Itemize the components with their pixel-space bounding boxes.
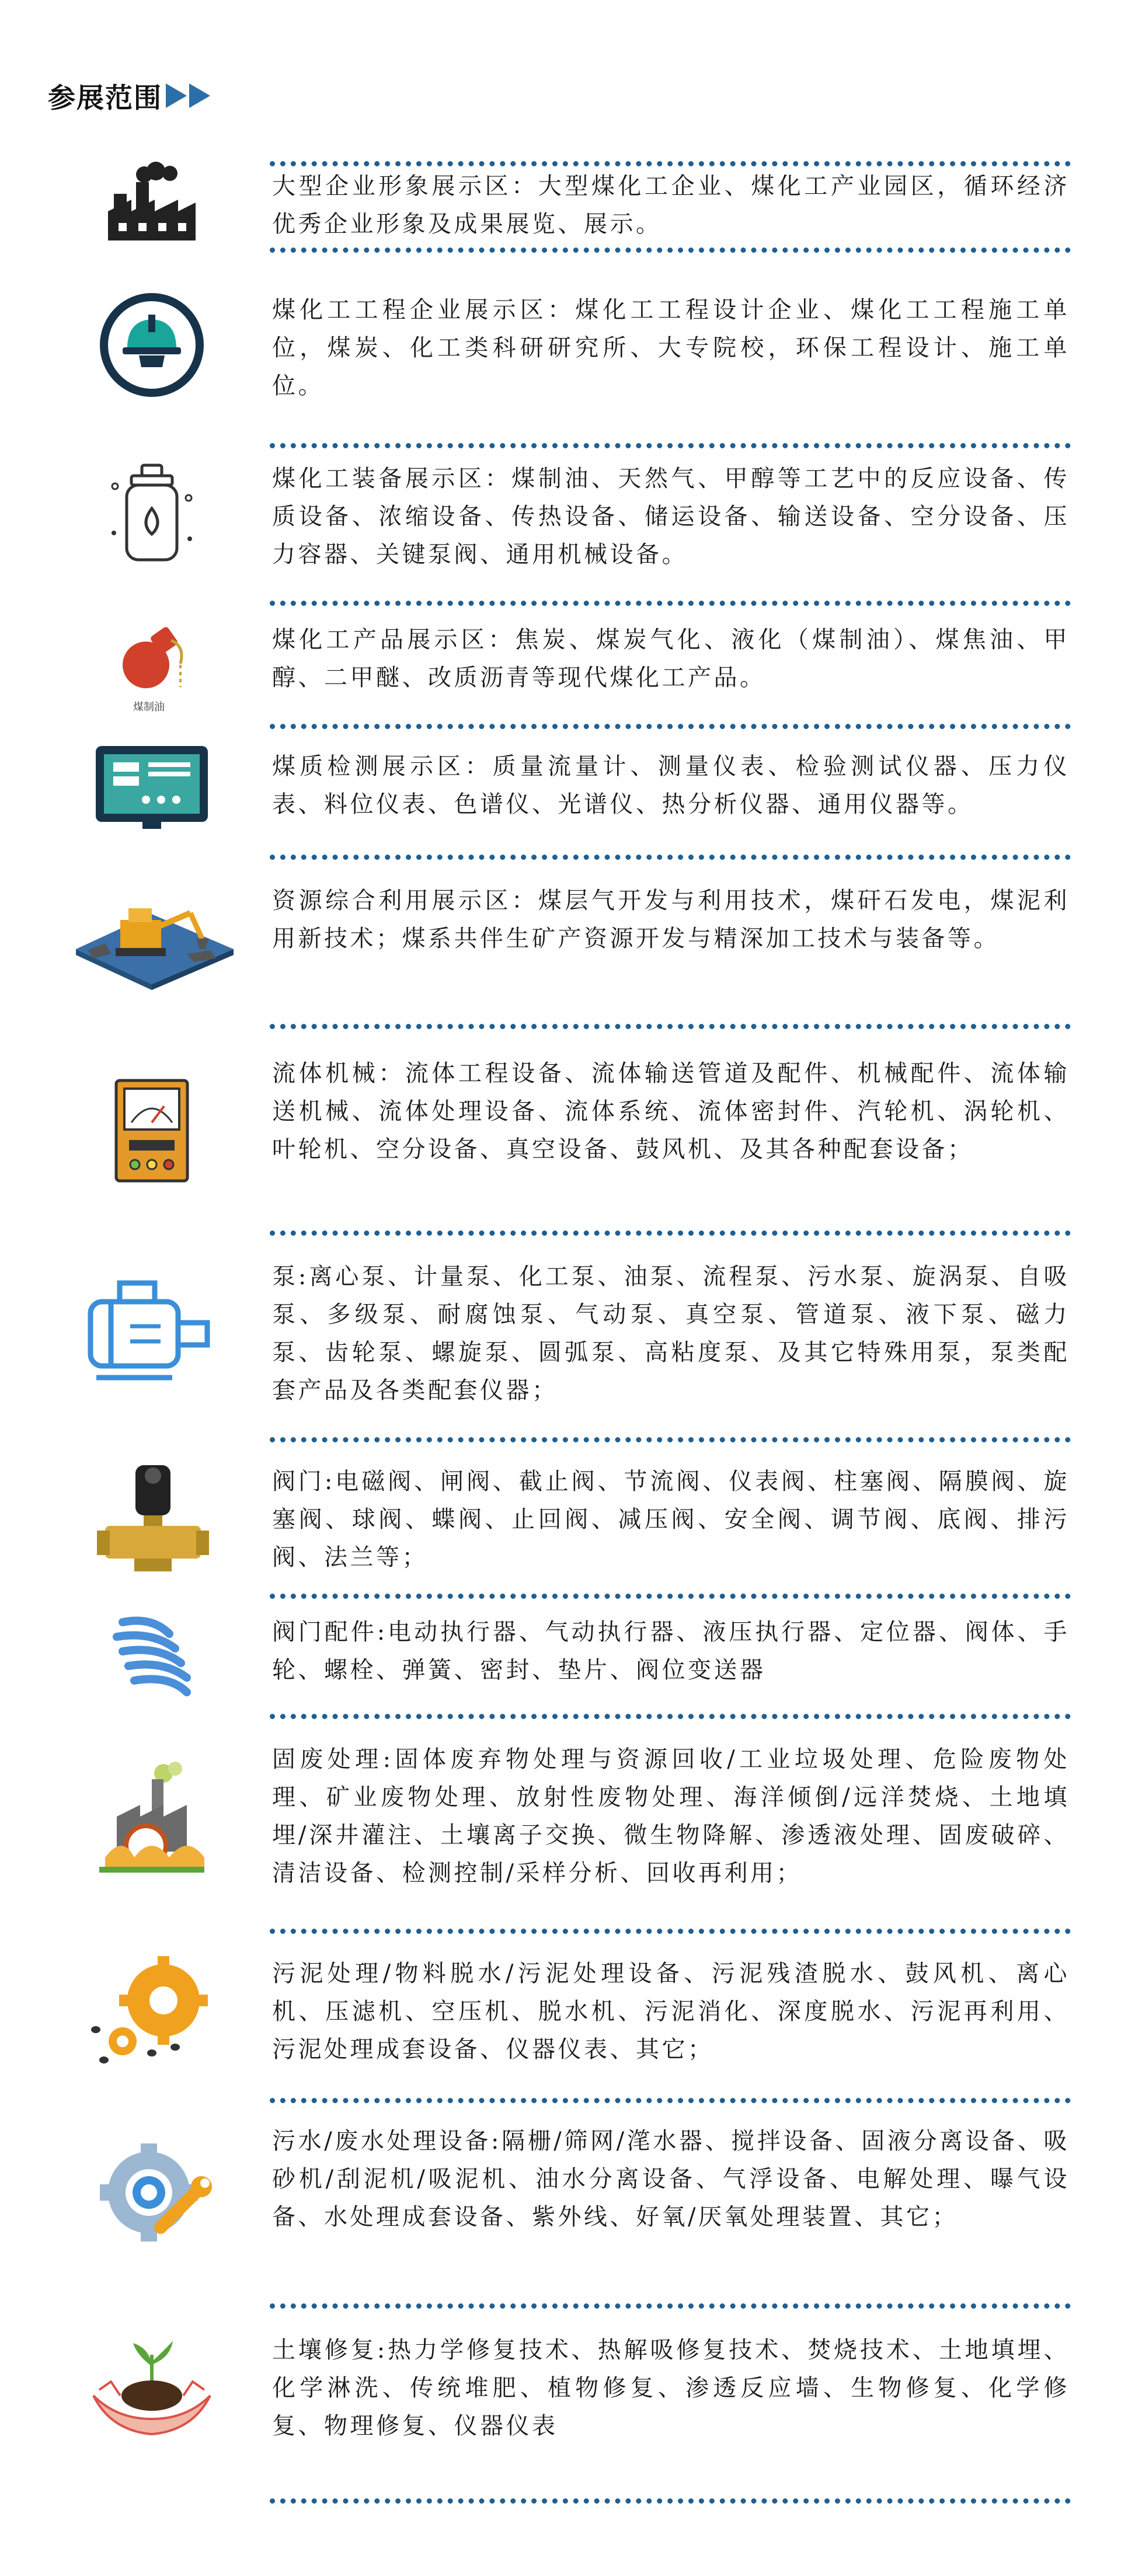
list-item — [0, 1613, 1121, 1701]
list-item — [0, 621, 1121, 717]
divider — [270, 601, 1071, 606]
divider — [270, 855, 1071, 860]
item-text: 阀门:电磁阀、闸阀、截止阀、节流阀、仪表阀、柱塞阀、隔膜阀、旋塞阀、球阀、蝶阀、止回阀、减压阀、安全阀、调节阀、底阀、排污阀、法兰等； — [272, 1468, 1070, 1571]
gas-cylinder-icon — [64, 460, 239, 571]
item-text: 泵:离心泵、计量泵、化工泵、油泵、流程泵、污水泵、旋涡泵、自吸泵、多级泵、耐腐蚀泵、气动泵、真空泵、管道泵、液下泵、磁力泵、齿轮泵、螺旋泵、圆弧泵、高粘度泵、及其它特殊用泵，泵类配套产品及各类配套仪器； — [272, 1263, 1070, 1404]
icon-label: 煤制油 — [133, 700, 165, 713]
solenoid-valve-icon — [64, 1463, 239, 1577]
item-text: 资源综合利用展示区：煤层气开发与利用技术，煤矸石发电，煤泥利用新技术；煤系共伴生矿产资源开发与精深加工技术与装备等。 — [272, 887, 1070, 952]
list-item — [0, 882, 1121, 993]
pressure-gauge-icon — [64, 1078, 239, 1183]
list-item — [0, 1741, 1121, 1892]
waste-plant-icon — [64, 1758, 239, 1875]
pump-motor-icon — [64, 1275, 239, 1392]
divider — [270, 443, 1071, 448]
list-item — [0, 1463, 1121, 1577]
divider — [270, 248, 1071, 253]
divider — [270, 1714, 1071, 1719]
factory-icon — [64, 168, 239, 238]
item-text: 流体机械：流体工程设备、流体输送管道及配件、机械配件、流体输送机械、流体处理设备、流体系统、流体密封件、汽轮机、涡轮机、叶轮机、空分设备、真空设备、鼓风机、及其各种配套设备； — [272, 1060, 1070, 1163]
item-text: 污泥处理/物料脱水/污泥处理设备、污泥残渣脱水、鼓风机、离心机、压滤机、空压机、脱水机、污泥消化、深度脱水、污泥再利用、污泥处理成套设备、仪器仪表、其它； — [272, 1960, 1070, 2063]
section-title-text: 参展范围 — [48, 82, 162, 114]
monitor-panel-icon — [64, 748, 239, 827]
divider — [270, 2303, 1071, 2309]
divider — [270, 2098, 1071, 2103]
section-title — [48, 72, 213, 119]
list-item — [0, 460, 1121, 571]
hands-seedling-icon — [64, 2331, 239, 2448]
item-text: 煤质检测展示区：质量流量计、测量仪表、检验测试仪器、压力仪表、料位仪表、色谱仪、光谱仪、热分析仪器、通用仪器等。 — [272, 753, 1070, 818]
divider — [270, 1024, 1071, 1029]
item-text: 煤化工工程企业展示区：煤化工工程设计企业、煤化工工程施工单位，煤炭、化工类科研研究所、大专院校，环保工程设计、施工单位。 — [272, 297, 1070, 399]
divider — [270, 2498, 1071, 2504]
divider — [270, 161, 1071, 166]
spring-icon — [64, 1613, 239, 1701]
gear-wrench-icon — [64, 2140, 239, 2257]
list-item — [0, 2122, 1121, 2274]
divider — [270, 1594, 1071, 1599]
list-item — [0, 1955, 1121, 2069]
list-item — [0, 291, 1121, 399]
list-item — [0, 1258, 1121, 1410]
list-item — [0, 2331, 1121, 2448]
coal-to-oil-flask-icon — [64, 621, 239, 717]
item-text: 阀门配件:电动执行器、气动执行器、液压执行器、定位器、阀体、手轮、螺栓、弹簧、密封、垫片、阀位变送器 — [272, 1619, 1070, 1683]
list-item — [0, 168, 1121, 238]
list-item — [0, 748, 1121, 827]
mining-excavator-icon — [64, 882, 239, 993]
divider — [270, 1437, 1071, 1442]
item-text: 污水/废水处理设备:隔栅/筛网/滗水器、搅拌设备、固液分离设备、吸砂机/刮泥机/吸泥机、油水分离设备、气浮设备、电解处理、曝气设备、水处理成套设备、紫外线、好氧/厌氧处理装置、其它； — [272, 2128, 1070, 2230]
list-item — [0, 1055, 1121, 1207]
item-text: 固废处理:固体废弃物处理与资源回收/工业垃圾处理、危险废物处理、矿业废物处理、放射性废物处理、海洋倾倒/远洋焚烧、土地填埋/深井灌注、土壤离子交换、微生物降解、渗透液处理、固废破碎、清洁设备、检测控制/采样分析、回收再利用； — [272, 1746, 1070, 1887]
item-text: 大型企业形象展示区：大型煤化工企业、煤化工产业园区，循环经济优秀企业形象及成果展览、展示。 — [272, 173, 1070, 238]
item-text: 煤化工产品展示区：焦炭、煤炭气化、液化（煤制油）、煤焦油、甲醇、二甲醚、改质沥青等现代煤化工产品。 — [272, 626, 1070, 691]
double-arrow-icon — [166, 83, 213, 108]
item-text: 煤化工装备展示区：煤制油、天然气、甲醇等工艺中的反应设备、传质设备、浓缩设备、传热设备、储运设备、输送设备、空分设备、压力容器、关键泵阀、通用机械设备。 — [272, 465, 1070, 568]
sludge-gear-icon — [64, 1955, 239, 2069]
engineer-helmet-gear-icon — [64, 291, 239, 399]
item-text: 土壤修复:热力学修复技术、热解吸修复技术、焚烧技术、土地填埋、化学淋洗、传统堆肥、植物修复、渗透反应墙、生物修复、化学修复、物理修复、仪器仪表 — [272, 2337, 1070, 2439]
divider — [270, 724, 1071, 729]
divider — [270, 1929, 1071, 1934]
divider — [270, 1231, 1071, 1236]
